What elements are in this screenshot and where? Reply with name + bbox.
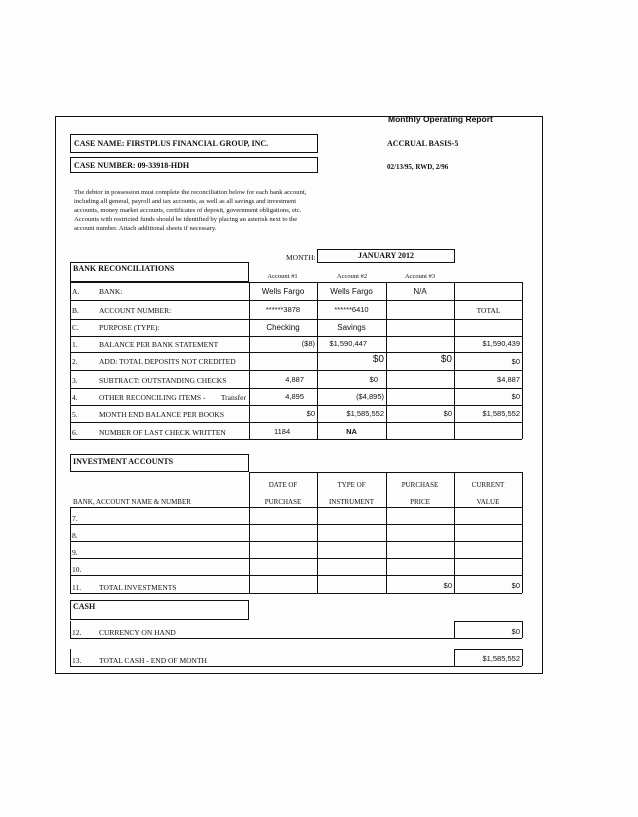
row-label: ADD: TOTAL DEPOSITS NOT CREDITED [99,357,236,366]
account-2-value: NA [346,427,357,436]
total-value: $1,590,439 [482,339,520,348]
current-header: CURRENT [471,481,505,489]
form-revision: 02/13/95, RWD, 2/96 [387,163,449,171]
investment-accounts-title: INVESTMENT ACCOUNTS [73,457,174,466]
account-2-value: ******6410 [334,305,369,314]
account-2-value: ($4,895) [356,392,384,401]
row-label: TOTAL INVESTMENTS [99,583,177,592]
month-label: MONTH: [286,253,316,262]
row-label: MONTH END BALANCE PER BOOKS [99,410,225,419]
investment-row-number: 8. [72,531,78,540]
case-name: CASE NAME: FIRSTPLUS FINANCIAL GROUP, INC. [74,139,269,148]
account-1-value: ******3878 [265,305,301,314]
row-label-extra: Transfer [220,393,246,402]
account-1-header: Account #1 [267,273,298,280]
account-1-value: ($8) [301,339,315,348]
instruction-line: The debtor in possession must complete the reconciliation below for each bank account, [74,189,307,196]
instrument-header: INSTRUMENT [328,498,375,506]
month-value: JANUARY 2012 [357,251,415,260]
accrual-basis: ACCRUAL BASIS-5 [387,139,459,148]
current-value-total: $0 [511,581,520,590]
row-number: 6. [72,428,78,437]
purchase-header: PURCHASE [264,498,302,506]
row-label: NUMBER OF LAST CHECK WRITTEN [99,428,226,437]
instruction-line: account number. Attach additional sheets if necessary. [74,225,217,232]
total-value: $0 [511,392,520,401]
row-label: BANK: [99,287,123,296]
investment-row-number: 10. [72,565,82,574]
row-label: CURRENCY ON HAND [99,628,176,637]
row-label: BALANCE PER BANK STATEMENT [99,340,219,349]
account-1-value: $0 [306,409,315,418]
investment-row-number: 9. [72,548,78,557]
row-number: 2. [72,357,78,366]
row-label: SUBTRACT: OUTSTANDING CHECKS [99,376,227,385]
purchase-price-top-header: PURCHASE [401,481,439,489]
account-2-value: $0 [372,354,384,365]
value-header: VALUE [476,498,500,506]
row-number: 11. [72,583,82,592]
row-number: B. [72,306,79,315]
row-number: A. [72,287,80,296]
total-value: $4,887 [497,375,520,384]
cash-title: CASH [73,602,96,611]
row-number: 4. [72,393,78,402]
row-label: OTHER RECONCILING ITEMS - [99,393,206,402]
row-number: 3. [72,376,78,385]
instruction-line: Accounts with restricted funds should be identified by placing an asterisk next to the [74,216,298,223]
total-value: $0 [511,357,520,366]
bank-reconciliations-title: BANK RECONCILIATIONS [73,264,175,273]
account-2-value: Wells Fargo [330,287,373,296]
report-title: Monthly Operating Report [388,114,493,124]
account-2-value: $1,590,447 [329,339,367,348]
total-value: $1,585,552 [482,409,520,418]
row-number: 5. [72,410,78,419]
purchase-price-total: $0 [443,581,452,590]
account-3-value: $0 [443,409,452,418]
instructions [74,188,374,233]
account-1-value: 1184 [274,427,291,436]
row-number: C. [72,323,79,332]
row-label: ACCOUNT NUMBER: [99,306,172,315]
row-number: 1. [72,340,78,349]
account-2-value: Savings [337,323,366,332]
row-label: TOTAL CASH - END OF MONTH [99,656,207,665]
type-of-header: TYPE OF [337,481,366,489]
account-3-value: N/A [413,287,427,296]
account-1-value: 4,887 [285,375,304,384]
total-cash-value: $1,585,552 [482,654,520,663]
account-3-header: Account #3 [404,273,436,280]
instruction-line: accounts, money market accounts, certificates of deposit, government obligations, etc. [74,207,302,214]
total-header: TOTAL [476,306,501,315]
price-header: PRICE [410,498,430,506]
row-number: 12. [72,628,82,637]
investment-row-number: 7. [72,514,78,523]
account-1-value: 4,895 [285,392,304,401]
account-1-value: Checking [266,323,300,332]
account-3-value: $0 [440,354,452,365]
row-label: PURPOSE (TYPE): [99,323,160,332]
bank-account-name-header: BANK, ACCOUNT NAME & NUMBER [73,498,191,506]
cash-title-box [70,600,249,620]
case-number: CASE NUMBER: 09-33918-HDH [74,161,190,170]
date-of-header: DATE OF [268,481,298,489]
account-2-value: $1,585,552 [346,409,384,418]
row-number: 13. [72,656,82,665]
instruction-line: including all general, payroll and tax accounts, as well as all savings and investment [74,198,297,205]
account-1-value: Wells Fargo [261,287,305,296]
currency-on-hand-value: $0 [511,627,520,636]
account-2-header: Account #2 [336,273,368,280]
account-2-value: $0 [369,375,378,384]
